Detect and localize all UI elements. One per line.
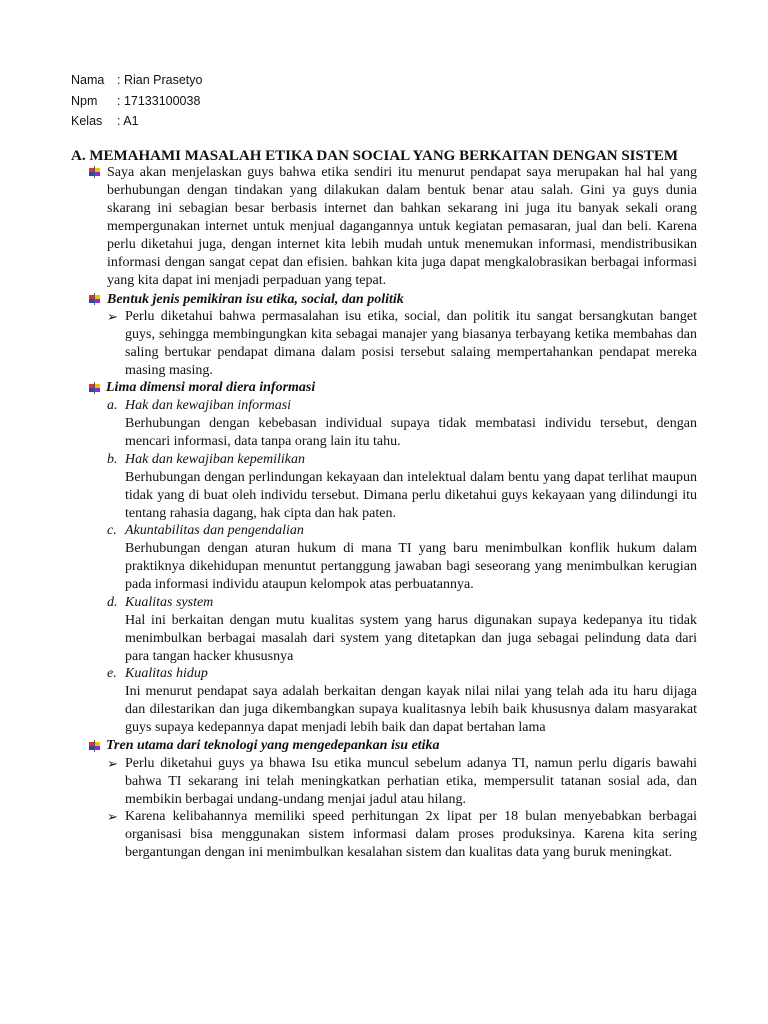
npm-value: : 17133100038 [117,94,201,108]
dimension-text: Hal ini berkaitan dengan mutu kualitas system yang harus digunakan supaya kedepanya itu tidak menimbulkan berbagai masalah dari system yang ditetapkan dan juga sebagai pelindung data dari para tangan hacker khususnya [125,613,697,664]
section1-title: Bentuk jenis pemikiran isu etika, social, dan politik [107,292,404,307]
four-color-flag-bullet-icon [89,293,100,305]
dimension-text: Berhubungan dengan kebebasan individual supaya tidak membatasi individu tersebut, dengan mencari informasi, data tanpa orang lain itu tahu. [125,416,697,449]
dimension-letter: a. [107,398,118,413]
nama-value: : Rian Prasetyo [117,73,203,87]
four-color-flag-bullet-icon [89,382,100,394]
section-heading: A. MEMAHAMI MASALAH ETIKA DAN SOCIAL YANG BERKAITAN DENGAN SISTEM [71,148,679,164]
intro-paragraph [107,164,697,290]
kelas-label: Kelas [71,114,103,128]
dimension-letter: b. [107,452,118,467]
arrowhead-bullet-icon: ➢ [107,809,118,824]
dimension-letter: e. [107,666,117,681]
dimension-title: Kualitas hidup [125,666,208,681]
section1-item: Perlu diketahui bahwa permasalahan isu etika, social, dan politik itu sangat bersangkutan banget guys, sehingga membingungkan kita sebagai manajer yang biasanya terbayang ketika membahas dan saling bertukar pendapat dimana dalam posisi tersebut salaing mempertahankan pendapat mereka masing masing. [125,309,697,378]
identity-row-npm [71,92,200,110]
dimension-title: Hak dan kewajiban kepemilikan [125,452,306,467]
dimension-title: Kualitas system [125,595,214,610]
arrowhead-bullet-icon: ➢ [107,309,118,324]
dimension-title: Hak dan kewajiban informasi [125,398,292,413]
dimension-text: Berhubungan dengan aturan hukum di mana TI yang baru menimbulkan konflik hukum dalam praktiknya dikehidupan menuntut pertanggung jawaban bagi seseorang yang menimbulkan kerugian pada informasi individu ataupun kelompok atas perbuatannya. [125,541,697,592]
nama-label: Nama [71,73,105,87]
dimension-letter: c. [107,523,117,538]
intro-text: Saya akan menjelaskan guys bahwa etika sendiri itu menurut pendapat saya merupakan hal hal yang berhubungan dengan tindakan yang dilakukan dalam bentuk benar atau salah. Gini ya guys dunia skarang ini sebagian besar berbasis internet dan bahkan sekarang ini juga itu banyak sekali orang mempergunakan internet untuk menjual dagangannya untuk kegiatan pemasaran, jual dan beli. Karena perlu diketahui juga, dengan internet kita lebih mudah untuk menemukan informasi, mendistribusikan informasi dengan sangat cepat dan efisien. bahkan kita juga dapat mengkalobrasikan berbagai informasi yang kita dapat ini menjadi perpaduan yang tepat. [107,165,697,288]
section3-title: Tren utama dari teknologi yang mengedepankan isu etika [106,738,440,753]
section3-item: Karena kelibahannya memiliki speed perhitungan 2x lipat per 18 bulan menyebabkan berbagai organisasi bisa menggunakan sistem informasi dalam proses produksinya. Karena kita sering bergantungan dengan ini menimbulkan kesalahan sistem dan kualitas data yang buruk meningkat. [125,809,697,860]
dimension-text: Ini menurut pendapat saya adalah berkaitan dengan kayak nilai nilai yang telah ada itu haru dijaga dan dilestarikan dan juga dikembangkan supaya kualitasnya lebih baik khususnya dalam masyarakat guys supaya kedepannya dapat menjadi lebih baik dan dapat bertahan lama [125,684,697,735]
identity-row-nama [71,71,202,89]
section3-item: Perlu diketahui guys ya bhawa Isu etika muncul sebelum adanya TI, namun perlu digaris bawahi bahwa TI sekarang ini telah meningkatkan perhatian etika, mempersulit tatanan sosial ada, dan membikin berbagai undang-undang menjai jadul atau hilang. [125,756,697,807]
npm-label: Npm [71,94,98,108]
identity-row-kelas [71,112,139,130]
four-color-flag-bullet-icon [89,740,100,752]
four-color-flag-bullet-icon [89,166,100,178]
dimension-letter: d. [107,595,118,610]
kelas-value: : A1 [117,114,139,128]
section2-title: Lima dimensi moral diera informasi [106,380,316,395]
arrowhead-bullet-icon: ➢ [107,756,118,771]
dimension-title: Akuntabilitas dan pengendalian [125,523,304,538]
dimension-text: Berhubungan dengan perlindungan kekayaan dan intelektual dalam bentu yang dapat terlihat maupun tidak yang di buat oleh individu tersebut. Dimana perlu diketahui guys kekayaan yang dilindungi itu tentang rahasia dagang, hak cipta dan hak paten. [125,470,697,521]
